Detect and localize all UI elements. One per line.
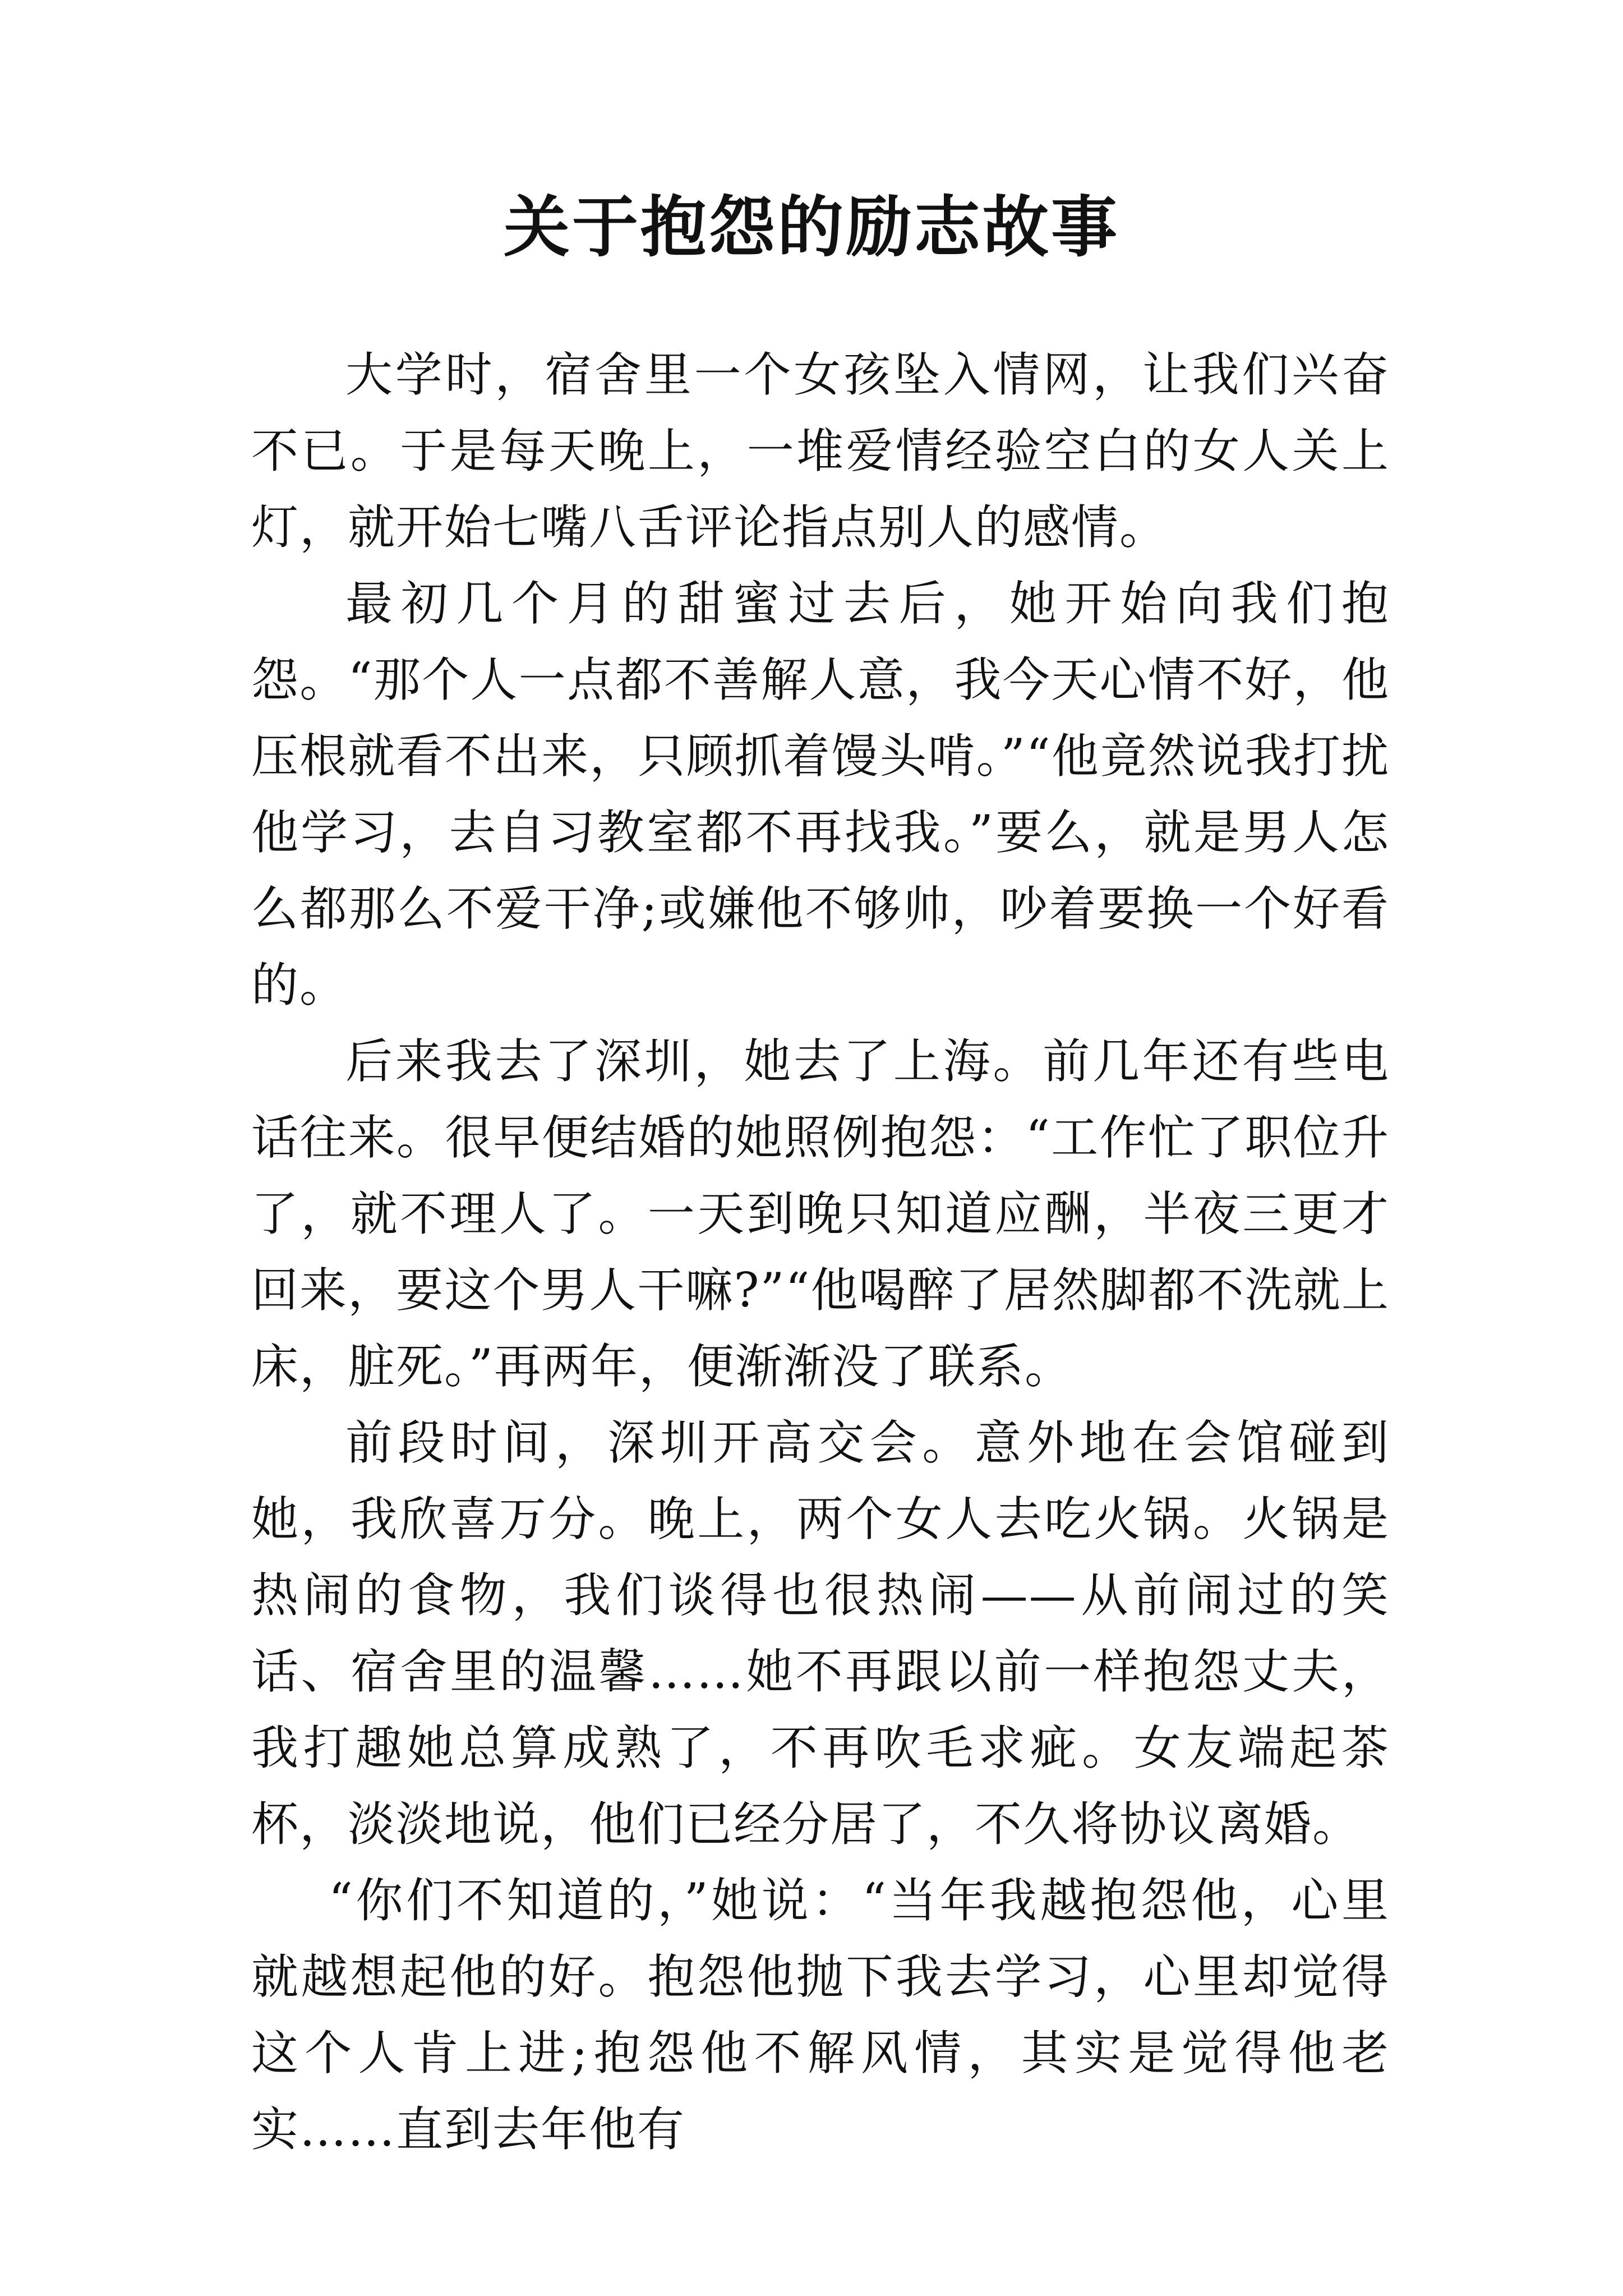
document-title: 关于抱怨的励志故事	[503, 188, 1119, 266]
paragraph-2: 最初几个月的甜蜜过去后，她开始向我们抱怨。“那个人一点都不善解人意，我今天心情不好，他压根就看不出来，只顾抓着馒头啃。”“他竟然说我打扰他学习，去自习教室都不再找我。”要么，就是男人怎么都那么不爱干净;或嫌他不够帅，吵着要换一个好看的。	[251, 576, 1390, 1013]
paragraph-1: 大学时，宿舍里一个女孩坠入情网，让我们兴奋不已。于是每天晚上，一堆爱情经验空白的女人关上灯，就开始七嘴八舌评论指点别人的感情。	[251, 347, 1390, 555]
paragraph-4: 前段时间，深圳开高交会。意外地在会馆碰到她，我欣喜万分。晚上，两个女人去吃火锅。火锅是热闹的食物，我们谈得也很热闹——从前闹过的笑话、宿舍里的温馨……她不再跟以前一样抱怨丈夫，我打趣她总算成熟了，不再吹毛求疵。女友端起茶杯，淡淡地说，他们已经分居了，不久将协议离婚。	[251, 1415, 1390, 1852]
paragraph-5: “你们不知道的，”她说：“当年我越抱怨他，心里就越想起他的好。抱怨他抛下我去学习，心里却觉得这个人肯上进;抱怨他不解风情，其实是觉得他老实……直到去年他有	[251, 1873, 1390, 2157]
document-body	[251, 337, 1390, 2168]
paragraph-3: 后来我去了深圳，她去了上海。前几年还有些电话往来。很早便结婚的她照例抱怨：“工作忙了职位升了，就不理人了。一天到晚只知道应酬，半夜三更才回来，要这个男人干嘛?”“他喝醉了居然脚都不洗就上床，脏死。”再两年，便渐渐没了联系。	[251, 1034, 1390, 1394]
